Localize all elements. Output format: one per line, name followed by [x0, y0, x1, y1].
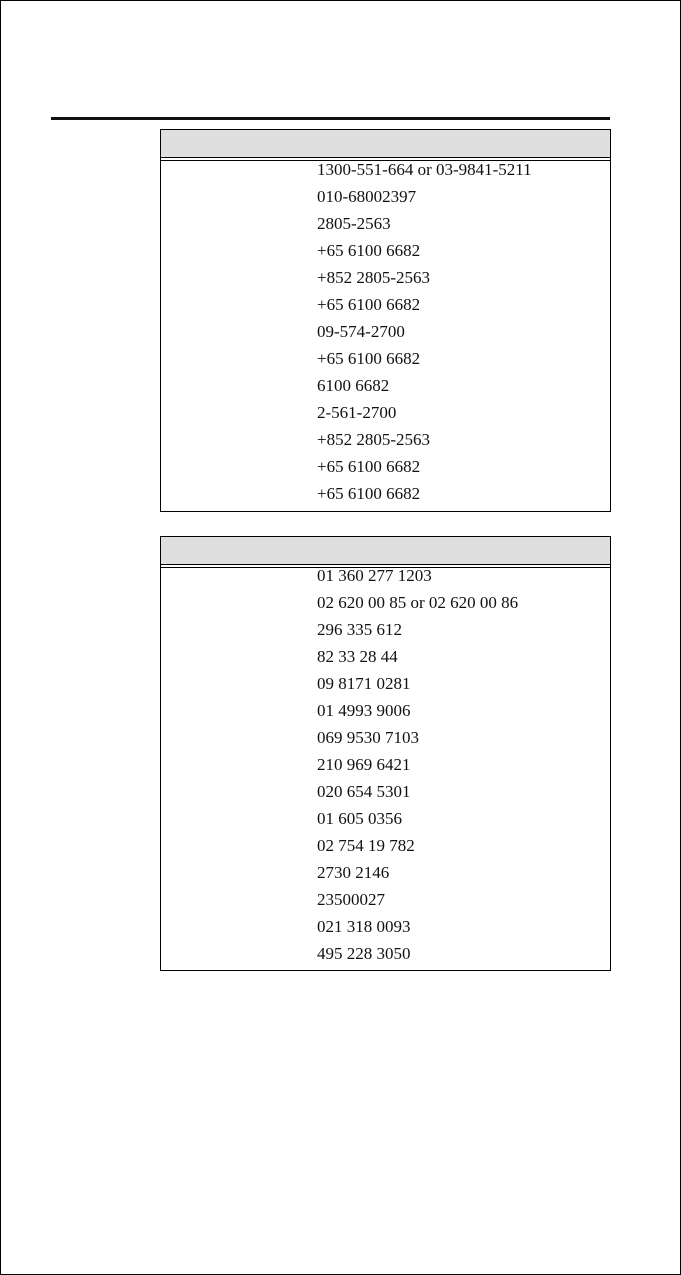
phone-number: 09 8171 0281	[317, 674, 411, 693]
phone-table-1	[160, 129, 611, 512]
phone-number: 2730 2146	[317, 863, 390, 882]
phone-number: 02 620 00 85 or 02 620 00 86	[317, 593, 519, 612]
top-rule	[51, 117, 610, 120]
phone-number: 010-68002397	[317, 187, 417, 206]
phone-number: 02 754 19 782	[317, 836, 415, 855]
phone-number: +852 2805-2563	[317, 268, 430, 287]
phone-number: +65 6100 6682	[317, 457, 421, 476]
phone-number: 82 33 28 44	[317, 647, 398, 666]
phone-number: 210 969 6421	[317, 755, 411, 774]
phone-number: 2-561-2700	[317, 403, 397, 422]
phone-number: +65 6100 6682	[317, 295, 421, 314]
phone-number: +65 6100 6682	[317, 349, 421, 368]
phone-number: 495 228 3050	[317, 944, 411, 963]
phone-number: 01 360 277 1203	[317, 566, 432, 585]
phone-list-1	[161, 156, 610, 507]
phone-number: 23500027	[317, 890, 385, 909]
table-header	[161, 537, 610, 565]
phone-number: 6100 6682	[317, 376, 390, 395]
phone-number: 296 335 612	[317, 620, 402, 639]
phone-number: 021 318 0093	[317, 917, 411, 936]
phone-number: +65 6100 6682	[317, 484, 421, 503]
phone-number: +65 6100 6682	[317, 241, 421, 260]
phone-number: 01 605 0356	[317, 809, 402, 828]
phone-number: 020 654 5301	[317, 782, 411, 801]
phone-number: +852 2805-2563	[317, 430, 430, 449]
phone-number: 09-574-2700	[317, 322, 405, 341]
phone-number: 1300-551-664 or 03-9841-5211	[317, 160, 532, 179]
phone-list-2	[161, 562, 610, 967]
phone-number: 01 4993 9006	[317, 701, 411, 720]
phone-number: 2805-2563	[317, 214, 391, 233]
phone-table-2	[160, 536, 611, 971]
phone-number: 069 9530 7103	[317, 728, 419, 747]
table-header	[161, 130, 610, 158]
